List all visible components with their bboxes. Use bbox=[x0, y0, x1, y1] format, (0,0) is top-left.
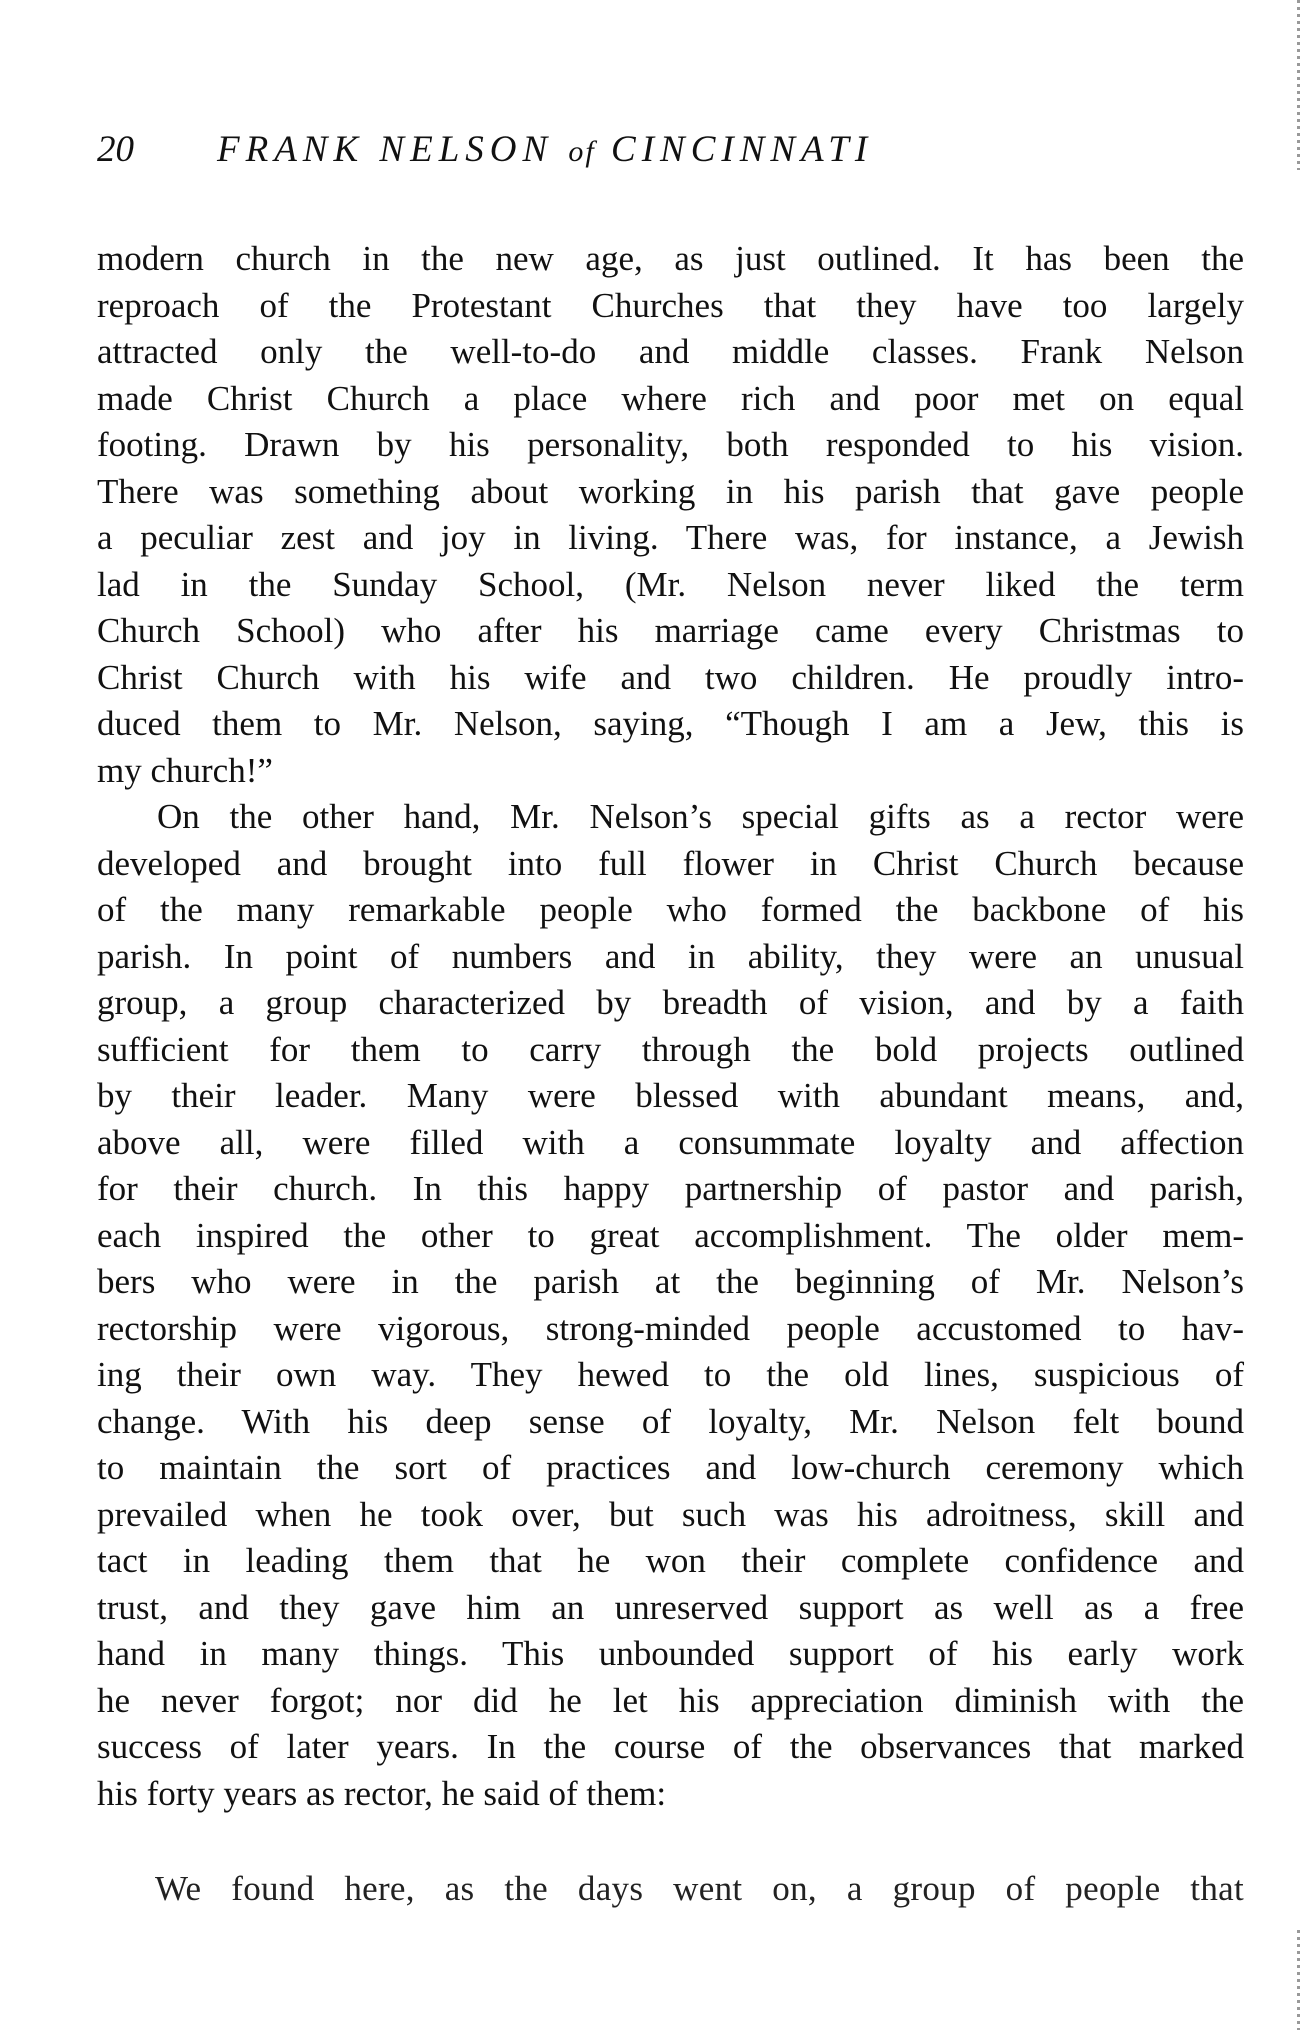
paragraph bbox=[97, 236, 1244, 794]
text-line: made Christ Church a place where rich and poor met on equal bbox=[97, 378, 1244, 418]
text-line: change. With his deep sense of loyalty, Mr. Nelson felt bound bbox=[97, 1401, 1244, 1441]
text-line: to maintain the sort of practices and low-church ceremony which bbox=[97, 1448, 1244, 1487]
text-line: parish. In point of numbers and in ability, they were an unusual bbox=[97, 936, 1244, 976]
text-line: of the many remarkable people who formed the backbone of his bbox=[97, 890, 1244, 929]
block-quote: We found here, as the days went on, a group of people that bbox=[155, 1869, 1244, 1908]
text-line: above all, were filled with a consummate loyalty and affection bbox=[97, 1122, 1244, 1162]
text-line: tact in leading them that he won their complete confidence and bbox=[97, 1541, 1244, 1580]
text-line: he never forgot; nor did he let his appreciation diminish with the bbox=[97, 1680, 1244, 1720]
running-title bbox=[217, 128, 873, 171]
page-edge-mark bbox=[1297, 0, 1300, 170]
title-of: of bbox=[568, 135, 596, 168]
text-line: ing their own way. They hewed to the old lines, suspicious of bbox=[97, 1355, 1244, 1394]
text-line: group, a group characterized by breadth of vision, and by a faith bbox=[97, 983, 1244, 1022]
text-line: attracted only the well-to-do and middle classes. Frank Nelson bbox=[97, 332, 1244, 371]
text-line: my church!” bbox=[97, 750, 273, 790]
text-line: There was something about working in his parish that gave people bbox=[97, 471, 1244, 511]
text-line: each inspired the other to great accomplishment. The older mem- bbox=[97, 1215, 1244, 1255]
text-line: reproach of the Protestant Churches that they have too largely bbox=[97, 285, 1244, 325]
text-line: trust, and they gave him an unreserved support as well as a free bbox=[97, 1587, 1244, 1627]
text-line: duced them to Mr. Nelson, saying, “Though I am a Jew, this is bbox=[97, 704, 1244, 743]
text-line: developed and brought into full flower in Christ Church because bbox=[97, 843, 1244, 883]
text-line: his forty years as rector, he said of them: bbox=[97, 1773, 667, 1813]
text-line: Christ Church with his wife and two children. He proudly intro- bbox=[97, 657, 1244, 697]
text-line: bers who were in the parish at the beginning of Mr. Nelson’s bbox=[97, 1262, 1244, 1301]
page-number: 20 bbox=[97, 129, 134, 170]
text-line: lad in the Sunday School, (Mr. Nelson never liked the term bbox=[97, 564, 1244, 604]
text-line: modern church in the new age, as just outlined. It has been the bbox=[97, 239, 1244, 278]
title-part1: FRANK NELSON bbox=[217, 129, 554, 170]
text-line: for their church. In this happy partnership of pastor and parish, bbox=[97, 1169, 1244, 1208]
text-line: rectorship were vigorous, strong-minded people accustomed to hav- bbox=[97, 1308, 1244, 1348]
text-line: success of later years. In the course of the observances that marked bbox=[97, 1727, 1244, 1766]
page-edge-mark bbox=[1297, 1930, 1300, 2030]
text-line: On the other hand, Mr. Nelson’s special gifts as a rector were bbox=[157, 797, 1244, 836]
text-line: Church School) who after his marriage came every Christmas to bbox=[97, 611, 1244, 650]
running-header bbox=[97, 128, 1247, 178]
text-line: a peculiar zest and joy in living. There was, for instance, a Jewish bbox=[97, 518, 1244, 557]
text-line: by their leader. Many were blessed with abundant means, and, bbox=[97, 1076, 1244, 1115]
text-line: prevailed when he took over, but such was his adroitness, skill and bbox=[97, 1494, 1244, 1534]
text-line: footing. Drawn by his personality, both responded to his vision. bbox=[97, 425, 1244, 464]
paragraph bbox=[97, 794, 1244, 1817]
body-text bbox=[97, 236, 1244, 1817]
title-part2: CINCINNATI bbox=[611, 129, 874, 170]
text-line: sufficient for them to carry through the bold projects outlined bbox=[97, 1029, 1244, 1069]
text-line: hand in many things. This unbounded support of his early work bbox=[97, 1634, 1244, 1673]
